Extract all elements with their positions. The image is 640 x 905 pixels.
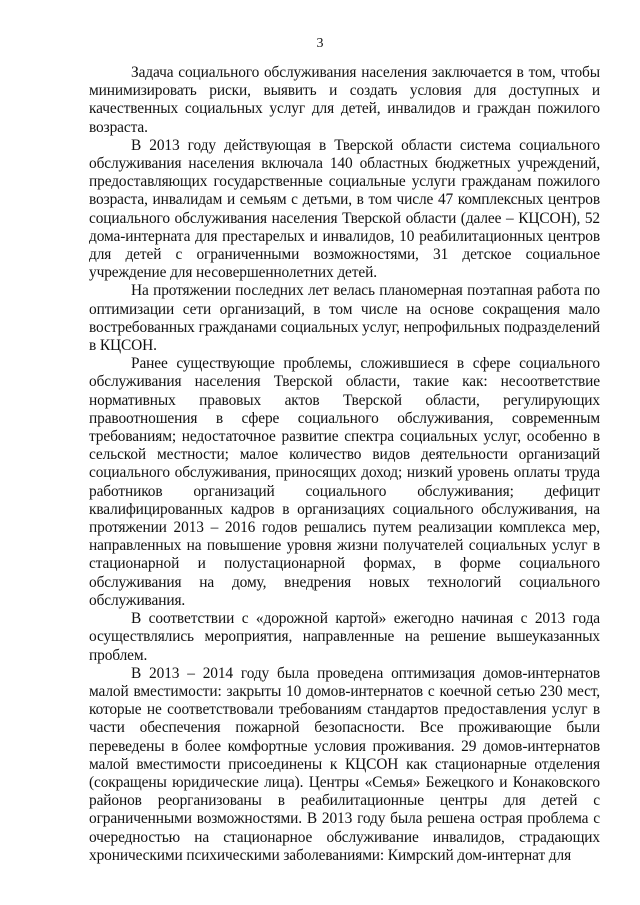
paragraph-system-2013: В 2013 году действующая в Тверской области система социального обслуживания населения включала 140 областных бюджетных учреждений, предоставляющих государственные социальные услуги гражданам пожилого возраста, инвалидам и семьям с детьми, в том числе 47 комплексных центров социального обслуживания населения Тверской области (далее – КЦСОН), 52 дома-интерната для престарелых и инвалидов, 10 реабилитационных центров для детей с ограниченными возможностями, 31 детское социальное учреждение для несовершеннолетних детей. [89,136,600,282]
paragraph-roadmap: В соответствии с «дорожной картой» ежегодно начиная с 2013 года осуществлялись мероприятия, направленные на решение вышеуказанных проблем. [89,610,600,664]
page-number: 3 [316,36,324,51]
paragraph-2013-2014: В 2013 – 2014 году была проведена оптимизация домов-интернатов малой вместимости: закрыты 10 домов-интернатов с коечной сетью 230 мест, которые не соответствовали требованиям стандартов предоставления услуг в части обеспечения пожарной безопасности. Все проживающие были переведены в более комфортные условия проживания. 29 домов-интернатов малой вместимости присоединены к КЦСОН как стационарные отделения (сокращены юридические лица). Центры «Семья» Бежецкого и Конаковского районов реорганизованы в реабилитационные центры для детей с ограниченными возможностями. В 2013 году была решена острая проблема с очередностью на стационарное обслуживание инвалидов, страдающих хроническими психическими заболеваниями: Кимрский дом-интернат для [89,664,600,864]
paragraph-optimization: На протяжении последних лет велась планомерная поэтапная работа по оптимизации сети организаций, в том числе на основе сокращения мало востребованных гражданами социальных услуг, непрофильных подразделений в КЦСОН. [89,282,600,355]
paragraph-task: Задача социального обслуживания населения заключается в том, чтобы минимизировать риски, выявить и создать условия для доступных и качественных социальных услуг для детей, инвалидов и граждан пожилого возраста. [89,64,600,136]
paragraph-problems: Ранее существующие проблемы, сложившиеся в сфере социального обслуживания населения Тверской области, такие как: несоответствие нормативных правовых актов Тверской области, регулирующих правоотношения в сфере социального обслуживания, современным требованиям; недостаточное развитие спектра социальных услуг, особенно в сельской местности; малое количество видов деятельности организаций социального обслуживания, приносящих доход; низкий уровень оплаты труда работников организаций социального обслуживания; дефицит квалифицированных кадров в организациях социального обслуживания, на протяжении 2013 – 2016 годов решались путем реализации комплекса мер, направленных на повышение уровня жизни получателей социальных услуг в стационарной и полустационарной формах, в форме социального обслуживания на дому, внедрения новых технологий социального обслуживания. [89,355,600,609]
document-body [89,64,600,865]
